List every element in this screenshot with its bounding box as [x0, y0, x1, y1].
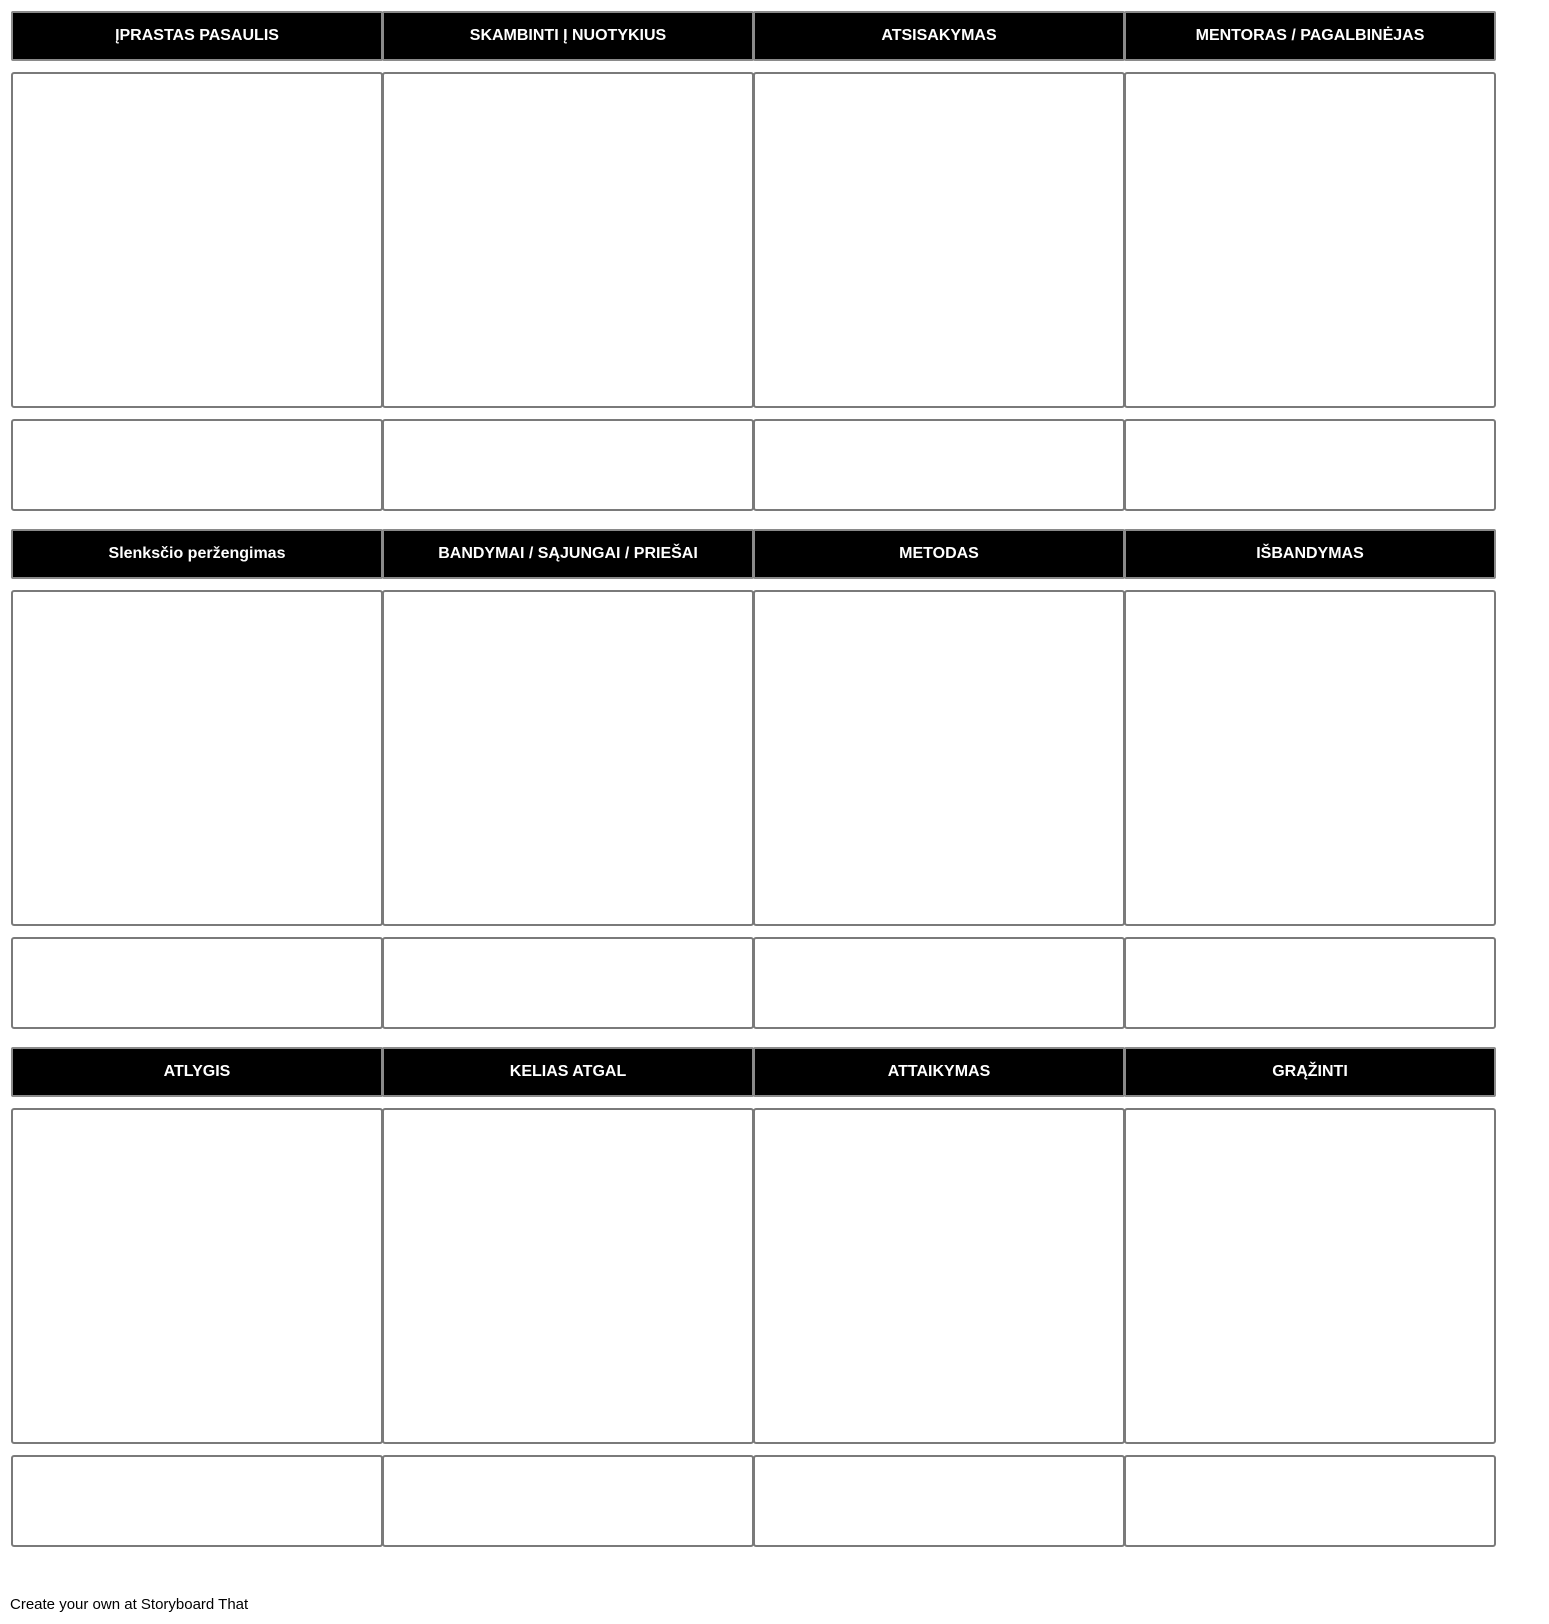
cell-title[interactable]: SKAMBINTI Į NUOTYKIUS	[382, 11, 754, 61]
cell-image-frame[interactable]	[11, 1108, 383, 1444]
cell-image-frame[interactable]	[753, 1108, 1125, 1444]
cell-description-box[interactable]	[11, 419, 383, 511]
cell-title[interactable]: MENTORAS / PAGALBINĖJAS	[1124, 11, 1496, 61]
cell-title[interactable]: ATLYGIS	[11, 1047, 383, 1097]
cell-title[interactable]: IŠBANDYMAS	[1124, 529, 1496, 579]
cell-image-frame[interactable]	[11, 590, 383, 926]
cell-image-frame[interactable]	[753, 72, 1125, 408]
cell-description-box[interactable]	[382, 937, 754, 1029]
footer-credit: Create your own at Storyboard That	[10, 1596, 249, 1613]
cell-image-frame[interactable]	[753, 590, 1125, 926]
cell-image-frame[interactable]	[1124, 1108, 1496, 1444]
cell-title[interactable]: METODAS	[753, 529, 1125, 579]
cell-description-box[interactable]	[753, 419, 1125, 511]
cell-title[interactable]: ATSISAKYMAS	[753, 11, 1125, 61]
cell-title[interactable]: Slenksčio peržengimas	[11, 529, 383, 579]
cell-description-box[interactable]	[753, 937, 1125, 1029]
cell-image-frame[interactable]	[382, 590, 754, 926]
cell-title[interactable]: KELIAS ATGAL	[382, 1047, 754, 1097]
cell-image-frame[interactable]	[382, 72, 754, 408]
cell-title[interactable]: BANDYMAI / SĄJUNGAI / PRIEŠAI	[382, 529, 754, 579]
cell-description-box[interactable]	[753, 1455, 1125, 1547]
cell-title[interactable]: GRĄŽINTI	[1124, 1047, 1496, 1097]
cell-image-frame[interactable]	[1124, 72, 1496, 408]
cell-image-frame[interactable]	[382, 1108, 754, 1444]
cell-description-box[interactable]	[1124, 419, 1496, 511]
cell-image-frame[interactable]	[11, 72, 383, 408]
cell-title[interactable]: ATTAIKYMAS	[753, 1047, 1125, 1097]
cell-description-box[interactable]	[11, 1455, 383, 1547]
cell-description-box[interactable]	[1124, 1455, 1496, 1547]
cell-image-frame[interactable]	[1124, 590, 1496, 926]
cell-title[interactable]: ĮPRASTAS PASAULIS	[11, 11, 383, 61]
cell-description-box[interactable]	[1124, 937, 1496, 1029]
cell-description-box[interactable]	[11, 937, 383, 1029]
cell-description-box[interactable]	[382, 419, 754, 511]
cell-description-box[interactable]	[382, 1455, 754, 1547]
